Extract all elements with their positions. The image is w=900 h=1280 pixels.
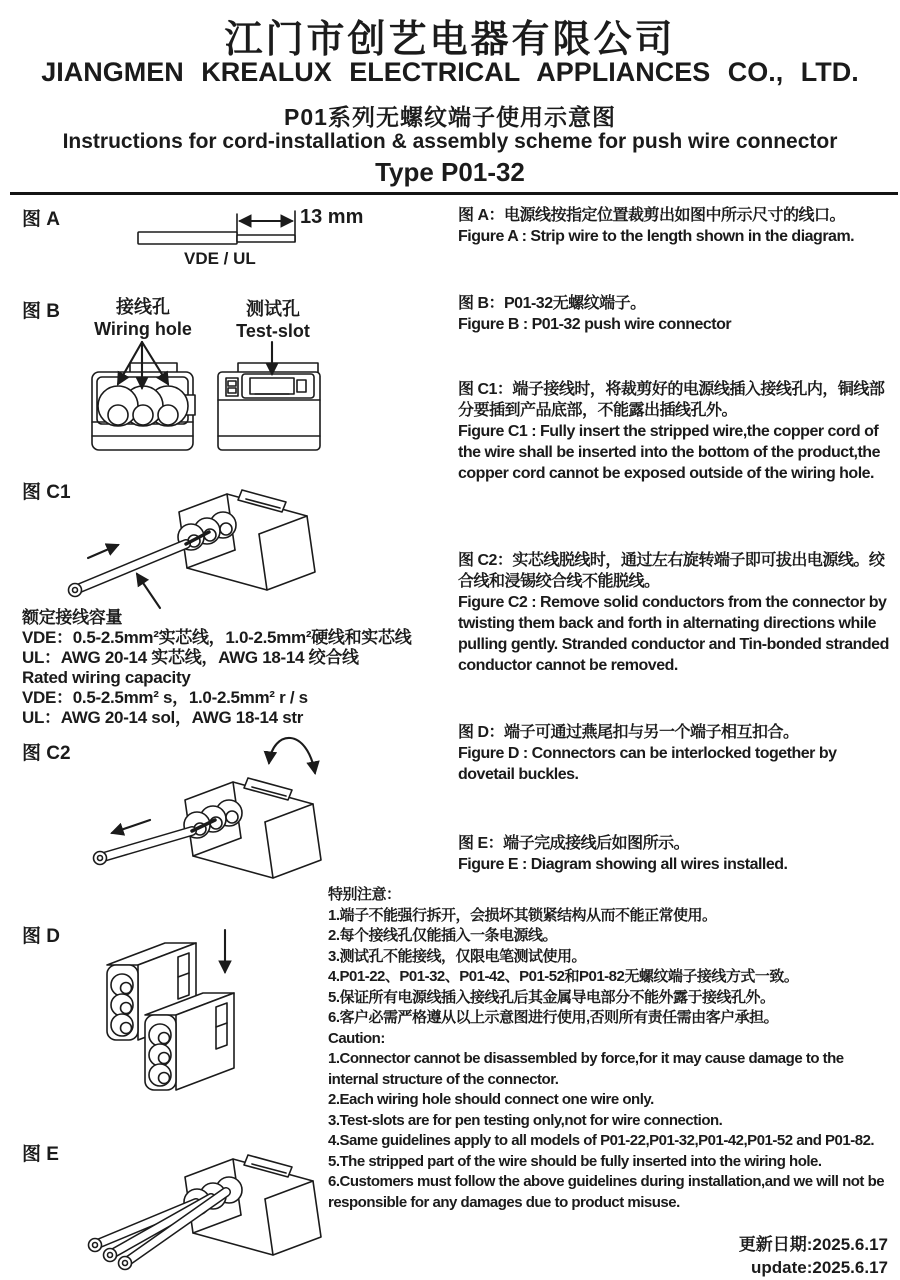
description-en: Figure D : Connectors can be interlocked together by dovetail buckles. <box>458 745 837 783</box>
caution-item: 2.每个接线孔仅能插入一条电源线。 <box>328 927 558 944</box>
wiring-holes <box>98 386 188 426</box>
wiring-hole-label-en: Wiring hole <box>94 319 192 339</box>
update-date-cn: 更新日期:2025.6.17 <box>738 1235 888 1254</box>
capacity-line: UL：AWG 20-14 sol，AWG 18-14 str <box>22 708 304 727</box>
standard-label: VDE / UL <box>184 249 256 268</box>
figure-b-description <box>458 293 894 335</box>
test-slot-label-cn: 测试孔 <box>246 299 300 319</box>
caution-item: 4.Same guidelines apply to all models of P01-22,P01-32,P01-42,P01-52 and P01-82. <box>328 1132 875 1149</box>
rated-capacity-block <box>22 608 447 728</box>
company-name-cn: 江门市创艺电器有限公司 <box>224 19 676 61</box>
description-en: Figure A : Strip wire to the length shown in the diagram. <box>458 228 855 245</box>
figure-c1-description <box>458 379 894 484</box>
test-slot <box>242 374 314 398</box>
figure-b-label: 图 B <box>22 301 61 322</box>
figure-c1-label: 图 C1 <box>22 482 71 503</box>
connector-top-view <box>218 363 320 450</box>
caution-item: 2.Each wiring hole should connect one wire only. <box>328 1091 654 1108</box>
description-cn: 图 D：端子可通过燕尾扣与另一个端子相互扣合。 <box>458 724 799 741</box>
figure-c1-drawing <box>60 462 335 614</box>
figure-e-label: 图 E <box>22 1144 59 1165</box>
caution-item: 5.The stripped part of the wire should be fully inserted into the wiring hole. <box>328 1152 822 1170</box>
caution-item: 6.Customers must follow the above guidelines during installation,and we will not be responsible for any damages due to product misuse. <box>328 1173 885 1211</box>
doc-subtitle-cn: P01系列无螺纹端子使用示意图 <box>284 104 616 130</box>
test-slot-label-en: Test-slot <box>236 321 310 341</box>
pull-out-arrow <box>112 820 150 833</box>
figure-c2-drawing <box>65 723 340 885</box>
figure-c2-description <box>458 550 894 676</box>
caution-title-en: Caution: <box>328 1029 385 1047</box>
description-cn: 图 B：P01-32无螺纹端子。 <box>458 295 646 312</box>
description-cn: 图 A：电源线按指定位置裁剪出如图中所示尺寸的线口。 <box>458 207 846 224</box>
caution-item: 1.Connector cannot be disassembled by force,for it may cause damage to the internal structure of the connector. <box>328 1050 844 1088</box>
wire <box>138 232 295 244</box>
caution-block <box>328 885 895 1213</box>
connector-iso <box>184 778 321 878</box>
figure-a-label: 图 A <box>22 209 61 230</box>
caution-item: 3.Test-slots are for pen testing only,not for wire connection. <box>328 1111 723 1129</box>
figure-d-label: 图 D <box>22 926 61 947</box>
figure-c2-label: 图 C2 <box>22 743 71 764</box>
company-name-en: JIANGMEN KREALUX ELECTRICAL APPLIANCES CO., LTD. <box>41 57 859 87</box>
capacity-line: VDE：0.5-2.5mm² s，1.0-2.5mm² r / s <box>22 688 308 707</box>
twist-arrow <box>269 738 315 773</box>
update-date-en: update:2025.6.17 <box>750 1258 888 1277</box>
caution-item: 4.P01-22、P01-32、P01-42、P01-52和P01-82无螺纹端子接线方式一致。 <box>328 968 799 985</box>
description-cn: 图 C1：端子接线时，将裁剪好的电源线插入接线孔内，铜线部分要插到产品底部，不能露出插线孔外。 <box>458 381 885 419</box>
caution-title-cn: 特别注意： <box>328 886 401 903</box>
figure-d-drawing <box>50 915 320 1120</box>
update-date-block <box>640 1233 888 1279</box>
capacity-line: 额定接线容量 <box>22 608 123 627</box>
figure-b-drawing <box>85 338 335 456</box>
caution-items-en <box>328 1049 895 1213</box>
connector-front-view <box>92 363 195 450</box>
capacity-line: UL：AWG 20-14 实芯线，AWG 18-14 绞合线 <box>22 648 359 667</box>
strip-length-value: 13 mm <box>300 206 364 228</box>
description-cn: 图 E：端子完成接线后如图所示。 <box>458 835 690 852</box>
header-divider <box>10 192 898 195</box>
figure-e-description <box>458 833 894 875</box>
caution-item: 3.测试孔不能接线，仅限电笔测试使用。 <box>328 947 587 965</box>
caution-item: 6.客户必需严格遵从以上示意图进行使用,否则所有责任需由客户承担。 <box>328 1009 779 1026</box>
figure-e-drawing <box>50 1133 340 1280</box>
capacity-line: Rated wiring capacity <box>22 668 191 687</box>
description-en: Figure C2 : Remove solid conductors from the connector by twisting them back and forth in alternating directions while pulling gently. Stranded conductor and Tin-bonded stranded conductor cannot be removed. <box>458 594 889 674</box>
caution-items-cn <box>328 906 895 1029</box>
doc-subtitle-en: Instructions for cord-installation & assembly scheme for push wire connector <box>62 130 838 153</box>
caution-item: 1.端子不能强行拆开，会损坏其锁紧结构从而不能正常使用。 <box>328 906 717 924</box>
connector-iso <box>178 490 315 590</box>
wiring-hole-label-cn: 接线孔 <box>116 297 170 317</box>
description-cn: 图 C2：实芯线脱线时，通过左右旋转端子即可拔出电源线。绞合线和浸锡绞合线不能脱线。 <box>458 552 885 590</box>
figure-a-description <box>458 205 894 247</box>
description-en: Figure C1 : Fully insert the stripped wire,the copper cord of the wire shall be inserted into the bottom of the product,the copper cord cannot be exposed outside of the wiring hole. <box>458 423 880 482</box>
type-title: Type P01-32 <box>375 157 525 187</box>
description-en: Figure B : P01-32 push wire connector <box>458 316 732 333</box>
figure-d-description <box>458 722 894 785</box>
caution-item: 5.保证所有电源线插入接线孔后其金属导电部分不能外露于接线孔外。 <box>328 988 775 1006</box>
capacity-line: VDE：0.5-2.5mm²实芯线，1.0-2.5mm²硬线和实芯线 <box>22 628 412 647</box>
description-en: Figure E : Diagram showing all wires installed. <box>458 856 788 873</box>
